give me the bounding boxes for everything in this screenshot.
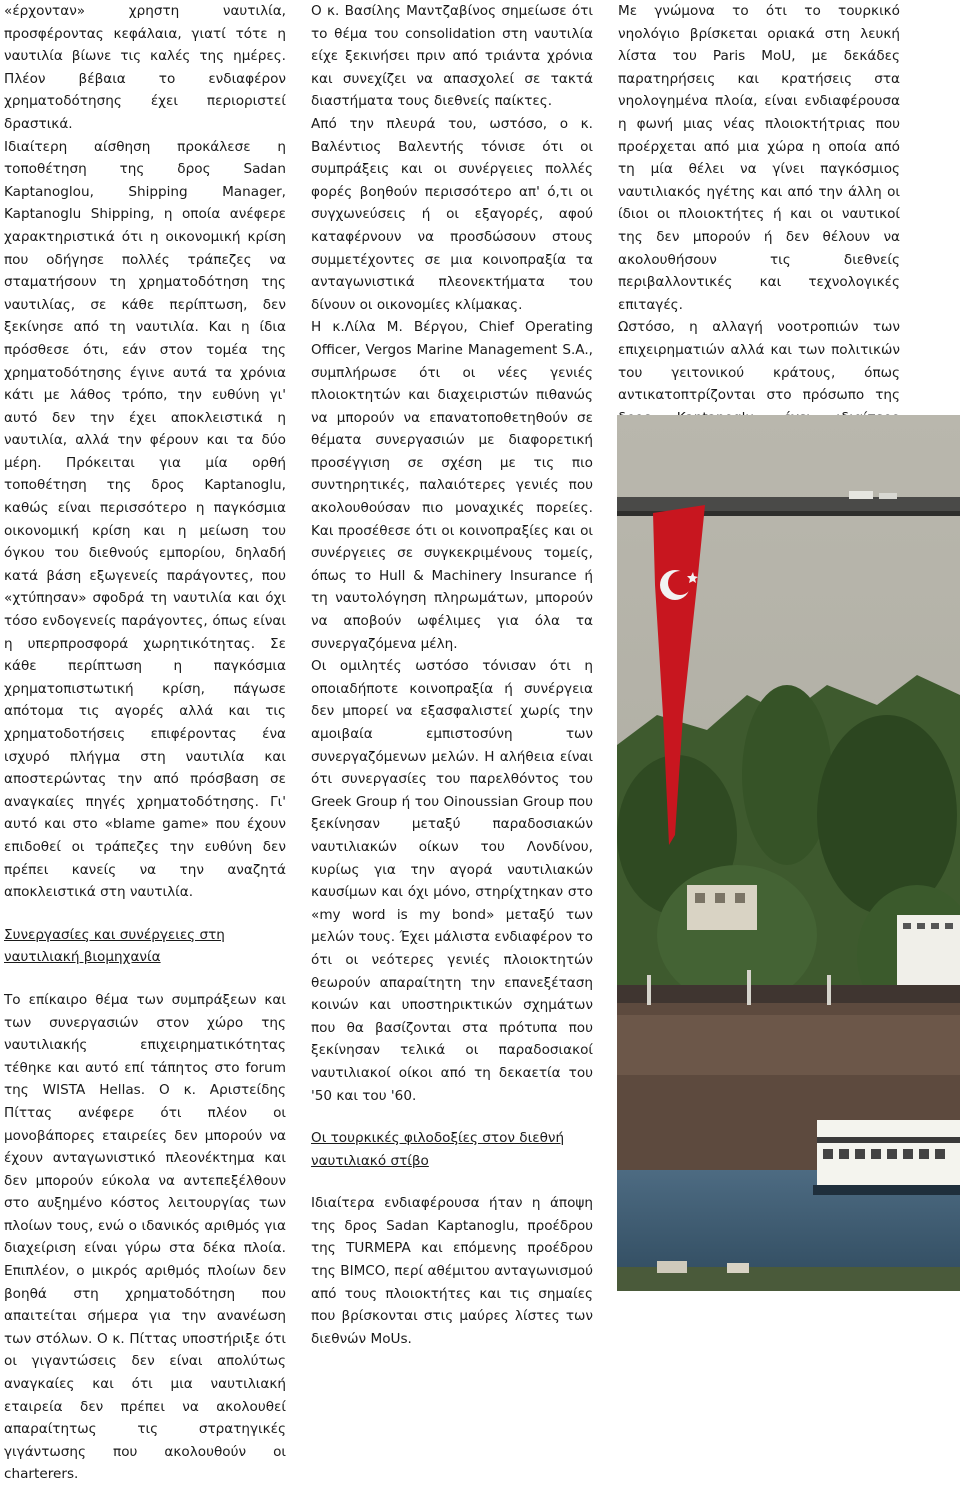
paragraph: Με γνώμονα το ότι το τουρκικό νηολόγιο βρίσκεται οριακά στη λευκή λίστα του Paris MoU, με δεκάδες παρατηρήσεις και κρατήσεις στα νηολογημένα πλοία, είναι ενδιαφέρουσα η φωνή μιας νέας πλοιοκτήτριας που προέρχεται από μια χώρα η οποία από τη μία θέλει να γίνει παγκόσμιος ναυτιλιακός ηγέτης και από την άλλη οι ίδιοι οι πλοιοκτήτες ή και οι ναυτικοί της δεν μπορούν ή δεν θέλουν να ακολουθήσουν τις διεθνείς περιβαλλοντικές και τεχνολογικές επιταγές. (618, 3, 900, 313)
paragraph: Η κ.Λίλα Μ. Βέργου, Chief Operating Officer, Vergos Marine Management S.A., συμπλήρωσε ότι οι νέες γενιές πλοιοκτητών και διαχειριστών πιθανώς να μπορούν να επανατοποθετηθούν σε θέματα συνεργασιών με διαφορετική προσέγγιση σε σχέση με τις πιο συντηρητικές, παλαιότερες γενιές που ακολουθούσαν πιο μοναχικές πορείες. Και προσέθεσε ότι οι κοινοπραξίες και οι συνέργειες σε συγκεκριμένους τομείς, όπως το Hull & Machinery Insurance ή τη ναυτολόγηση πληρωμάτων, μπορούν να αποβούν ωφέλιμες για όλα τα συνεργαζόμενα μέλη. (311, 319, 593, 652)
section-subheading: Οι τουρκικές φιλοδοξίες στον διεθνή ναυτιλιακό στίβο (311, 1130, 565, 1169)
text-column-2 (311, 0, 593, 1350)
paragraph: Ιδιαίτερη αίσθηση προκάλεσε η τοποθέτηση της δρος Sadan Kaptanoglou, Shipping Manager, Kaptanoglu Shipping, η οποία ανέφερε χαρακτηριστικά ότι η οικονομική κρίση που οδήγησε πολλές τράπεζες να σταματήσουν τη χρηματοδότηση της ναυτιλίας, σε κάθε περίπτωση, δεν ξεκίνησε από τη ναυτιλία. Και η ίδια πρόσθεσε ότι, εάν στον τομέα της χρηματοδότησης έγινε αυτά τα χρόνια κάτι με λάθος τρόπο, την ευθύνη γι' αυτό δεν την έχει αποκλειστικά η ναυτιλία, αλλά την φέρουν και τα δύο μέρη. Πρόκειται για μία ορθή τοποθέτηση της δρος Kaptanoglu, καθώς είναι περισσότερο η παγκόσμια οικονομική κρίση και η μείωση του όγκου του διεθνούς εμπορίου, δηλαδή κατά βάση εξωγενείς παράγοντες, που «χτύπησαν» σφοδρά τη ναυτιλία και όχι τόσο ενδογενείς παράγοντες, όπως είναι η υπερπροσφορά χωρητικότητας. Σε κάθε περίπτωση η παγκόσμια χρηματοπιστωτική κρίση, πάγωσε απότομα τις αγορές αλλά και τις χρηματοδοτήσεις επιφέροντας ένα ισχυρό πλήγμα στη ναυτιλία και αποστερώντας την από πρόσβαση σε αναγκαίες πηγές χρηματοδότησης. Γι' αυτό και στο «blame game» που έχουν επιδοθεί οι τράπεζες την ευθύνη δεν πρέπει κανείς να την αναζητά αποκλειστικά στη ναυτιλία. (4, 138, 286, 901)
paragraph: Το επίκαιρο θέμα των συμπράξεων και των συνεργασιών στον χώρο της ναυτιλιακής επιχειρηματικότητας τέθηκε και αυτό επί τάπητος στο forum της WISTA Hellas. Ο κ. Αριστείδης Πίττας ανέφερε ότι πλέον οι μονοβάπορες εταιρείες δεν μπορούν να έχουν ανταγωνιστικό πλεονέκτημα και δεν μπορούν εύκολα να αντεπεξέλθουν στο αυξημένο κόστος λειτουργίας των πλοίων τους, ενώ ο ιδανικός αριθμός για διαχείριση είναι γύρω στα δέκα πλοία. Επιπλέον, ο μικρός αριθμός πλοίων δεν βοηθά στη χρηματοδότηση που απαιτείται σήμερα για την ανανέωση των στόλων. Ο κ. Πίττας υποστήριξε ότι οι γιγαντώσεις δεν είναι απολύτως αναγκαίες και ότι μια ναυτιλιακή εταιρεία δεν πρέπει να ακολουθεί απαραίτητως τις στρατηγικές γιγάντωσης που ακολουθούν οι charterers. (4, 991, 286, 1483)
paragraph: Ιδιαίτερα ενδιαφέρουσα ήταν η άποψη της δρος Sadan Kaptanoglu, προέδρου της TURMEPA και επόμενης προέδρου της BIMCO, περί αθέμιτου ανταγωνισμού από τους πλοιοκτήτες και τις σημαίες που βρίσκονται στις μαύρες λίστες των διεθνών MoUs. (311, 1195, 593, 1347)
bosphorus-photo (617, 415, 960, 1291)
text-column-1 (4, 0, 286, 1486)
paragraph: Ο κ. Βασίλης Μαντζαβίνος σημείωσε ότι το θέμα του consolidation στη ναυτιλία είχε ξεκινήσει πριν από τριάντα χρόνια και συνεχίζει να απασχολεί σε τακτά διαστήματα τους διεθνείς παίκτες. (311, 3, 593, 110)
paragraph: Από την πλευρά του, ωστόσο, ο κ. Βαλέντιος Βαλεντής τόνισε ότι οι συμπράξεις και οι συνέργειες πολλές φορές βοηθούν περισσότερο απ' ό,τι οι συγχωνεύσεις ή οι εξαγορές, αφού καταφέρνουν να προσδώσουν στους συμμετέχοντες σε μια κοινοπραξία τα ανταγωνιστικά πλεονεκτήματα του δίνουν οι οικονομίες κλίμακας. (311, 115, 593, 313)
section-subheading: Συνεργασίες και συνέργειες στη ναυτιλιακή βιομηχανία (4, 926, 225, 966)
paragraph: Ωστόσο, η αλλαγή νοοτροπιών των επιχειρηματιών αλλά και των πολιτικών του γειτονικού κράτους, όπως αντικατοπτρίζονται στο πρόσωπο της (618, 319, 900, 404)
paragraph: Οι ομιλητές ωστόσο τόνισαν ότι η οποιαδήποτε κοινοπραξία ή συνέργεια δεν μπορεί να εξασφαλιστεί χωρίς την αμοιβαία εμπιστοσύνη των συνεργαζόμενων μελών. Η αλήθεια είναι ότι συνεργασίες του παρελθόντος του Greek Group ή του Oinoussian Group που ξεκίνησαν μεταξύ παραδοσιακών ναυτιλιακών οίκων του Λονδίνου, κυρίως για την αγορά ναυτιλιακών καυσίμων και όχι μόνο, στηρίχτηκαν στο «my word is my bond» μεταξύ των μελών τους. Έχει μάλιστα ενδιαφέρον το ότι οι νεότερες γενιές πλοιοκτητών θεωρούν απαραίτητη την επανεξέταση κοινών και υποστηρικτικών σχημάτων που θα βασίζονται στα πρότυπα που ξεκίνησαν τελικά οι παραδοσιακοί ναυτιλιακοί οίκοι από τη δεκαετία του '50 και του '60. (311, 658, 593, 1104)
paragraph: «έρχονταν» χρηστη ναυτιλία, προσφέροντας κεφάλαια, γιατί τότε η ναυτιλία βίωνε τις καλές της ημέρες. Πλέον βέβαια το ενδιαφέρον χρηματοδότησης έχει περιοριστεί δραστικά. (4, 3, 286, 132)
bosphorus-scene-illustration (617, 415, 960, 1291)
